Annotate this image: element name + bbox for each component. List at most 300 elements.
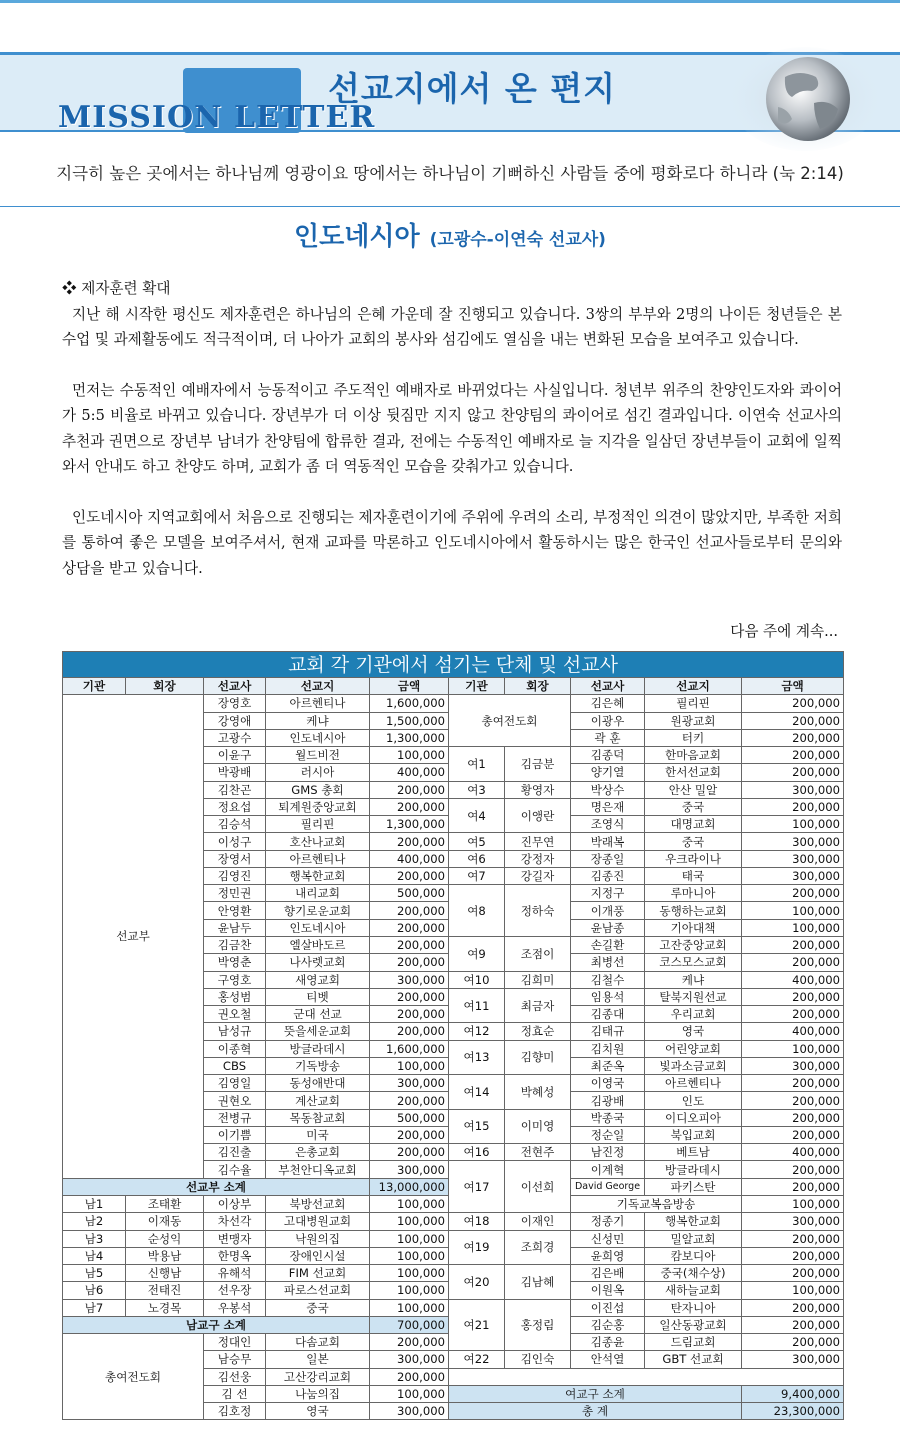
group-leader: 황영자 xyxy=(505,781,571,798)
group-leader: 이선희 xyxy=(505,1161,571,1213)
group-leader: 진무연 xyxy=(505,833,571,850)
table-cell: 100,000 xyxy=(742,816,844,833)
table-cell: 영국 xyxy=(645,1023,742,1040)
group-label: 여22 xyxy=(449,1351,505,1368)
table-cell: 고잔중앙교회 xyxy=(645,936,742,953)
table-cell: 아르헨티나 xyxy=(266,850,370,867)
group-label: 여5 xyxy=(449,833,505,850)
table-cell: 200,000 xyxy=(742,712,844,729)
page-title: 선교지에서 온 편지 xyxy=(328,69,617,108)
table-cell: 200,000 xyxy=(742,1334,844,1351)
empty-cell xyxy=(449,1368,844,1385)
table-cell: 400,000 xyxy=(370,764,449,781)
table-cell: 300,000 xyxy=(742,1351,844,1368)
table-cell: 100,000 xyxy=(370,747,449,764)
group-leader: 박혜성 xyxy=(505,1075,571,1110)
table-cell: 장영서 xyxy=(204,850,266,867)
table-cell: 새하늘교회 xyxy=(645,1282,742,1299)
table-cell: 1,500,000 xyxy=(370,712,449,729)
table-cell: 이상부 xyxy=(204,1195,266,1212)
table-cell: 200,000 xyxy=(742,1109,844,1126)
table-cell: 차선각 xyxy=(204,1213,266,1230)
table-cell: 최준옥 xyxy=(571,1057,645,1074)
table-cell: 300,000 xyxy=(370,1351,449,1368)
table-cell: 밀알교회 xyxy=(645,1230,742,1247)
group-label: 여20 xyxy=(449,1265,505,1300)
table-cell: 러시아 xyxy=(266,764,370,781)
table-cell: 중국 xyxy=(645,798,742,815)
table-cell: 북방선교회 xyxy=(266,1195,370,1212)
mission-letter-logo: MISSION LETTER xyxy=(58,100,376,135)
table-cell: 500,000 xyxy=(370,1109,449,1126)
table-cell: 조영식 xyxy=(571,816,645,833)
country-heading xyxy=(0,216,900,253)
table-cell: 200,000 xyxy=(742,1126,844,1143)
table-cell: 정요섭 xyxy=(204,798,266,815)
table-cell: 박영춘 xyxy=(204,954,266,971)
table-cell: 200,000 xyxy=(370,902,449,919)
table-cell: 200,000 xyxy=(742,747,844,764)
group-label: 여9 xyxy=(449,936,505,971)
column-header: 선교사 xyxy=(204,678,266,695)
table-row xyxy=(63,1299,844,1316)
table-cell: 100,000 xyxy=(742,919,844,936)
group-leader: 정효순 xyxy=(505,1023,571,1040)
table-cell: 파로스선교회 xyxy=(266,1282,370,1299)
table-cell: 한마음교회 xyxy=(645,747,742,764)
table-cell: 200,000 xyxy=(742,954,844,971)
table-cell: 부천안디옥교회 xyxy=(266,1161,370,1178)
table-cell: 김은배 xyxy=(571,1265,645,1282)
table-cell: 200,000 xyxy=(742,1075,844,1092)
table-cell: 전병규 xyxy=(204,1109,266,1126)
table-cell: 300,000 xyxy=(742,781,844,798)
table-cell: 100,000 xyxy=(370,1247,449,1264)
table-cell: 향기로운교회 xyxy=(266,902,370,919)
table-cell: 200,000 xyxy=(370,1006,449,1023)
table-cell: 동성애반대 xyxy=(266,1075,370,1092)
subtotal-value: 700,000 xyxy=(370,1316,449,1333)
table-cell: 200,000 xyxy=(370,867,449,884)
letter-body xyxy=(62,276,842,606)
table-cell: 일본 xyxy=(266,1351,370,1368)
table-cell: 100,000 xyxy=(370,1265,449,1282)
group-leader: 김금분 xyxy=(505,747,571,782)
group-label: 여13 xyxy=(449,1040,505,1075)
subtotal-value: 13,000,000 xyxy=(370,1178,449,1195)
globe-icon xyxy=(730,47,880,151)
table-cell: 100,000 xyxy=(742,902,844,919)
table-cell: 대명교회 xyxy=(645,816,742,833)
group-leader: 이미영 xyxy=(505,1109,571,1144)
group-label: 여16 xyxy=(449,1144,505,1161)
table-cell: 이광우 xyxy=(571,712,645,729)
table-cell: 필리핀 xyxy=(645,695,742,712)
table-cell: GBT 선교회 xyxy=(645,1351,742,1368)
table-cell: 100,000 xyxy=(370,1385,449,1402)
table-cell: 신행남 xyxy=(126,1265,204,1282)
table-cell: 노경목 xyxy=(126,1299,204,1316)
bible-verse: 지극히 높은 곳에서는 하나님께 영광이요 땅에서는 하나님이 기뻐하신 사람들 중에 평화로다 하니라 (눅 2:14) xyxy=(0,147,900,207)
table-cell: 김종덕 xyxy=(571,747,645,764)
table-cell: CBS xyxy=(204,1057,266,1074)
table-cell: 미국 xyxy=(266,1126,370,1143)
table-cell: 김영일 xyxy=(204,1075,266,1092)
column-header: 금액 xyxy=(370,678,449,695)
table-cell: 이영국 xyxy=(571,1075,645,1092)
missionary-names: (고광수-이연숙 선교사) xyxy=(429,230,606,250)
table-cell: 200,000 xyxy=(370,988,449,1005)
table-cell: 김진출 xyxy=(204,1144,266,1161)
table-cell: 변맹자 xyxy=(204,1230,266,1247)
table-cell: 200,000 xyxy=(742,988,844,1005)
column-header: 기관 xyxy=(63,678,126,695)
table-cell: 100,000 xyxy=(370,1282,449,1299)
table-cell: 200,000 xyxy=(742,695,844,712)
table-cell: 내리교회 xyxy=(266,885,370,902)
table-cell: 박상수 xyxy=(571,781,645,798)
subtotal-value: 9,400,000 xyxy=(742,1385,844,1402)
table-cell: 200,000 xyxy=(742,885,844,902)
table-cell: 김선웅 xyxy=(204,1368,266,1385)
table-cell: 인도네시아 xyxy=(266,729,370,746)
table-cell: 정민권 xyxy=(204,885,266,902)
table-cell: 안석열 xyxy=(571,1351,645,1368)
table-cell: 드림교회 xyxy=(645,1334,742,1351)
table-cell: 김은혜 xyxy=(571,695,645,712)
table-cell: 김호정 xyxy=(204,1403,266,1420)
table-cell: 김광배 xyxy=(571,1092,645,1109)
column-header: 선교지 xyxy=(266,678,370,695)
table-cell: 장애인시설 xyxy=(266,1247,370,1264)
group-leader: 김남혜 xyxy=(505,1265,571,1300)
table-cell: 구영호 xyxy=(204,971,266,988)
table-cell: 남4 xyxy=(63,1247,126,1264)
table-cell: 남2 xyxy=(63,1213,126,1230)
table-cell: 인도네시아 xyxy=(266,919,370,936)
table-cell: 나사렛교회 xyxy=(266,954,370,971)
table-cell: 임용석 xyxy=(571,988,645,1005)
table-cell: 이기쁨 xyxy=(204,1126,266,1143)
column-header: 금액 xyxy=(742,678,844,695)
table-cell: 엘살바도르 xyxy=(266,936,370,953)
table-cell: 300,000 xyxy=(742,833,844,850)
table-cell: 권오철 xyxy=(204,1006,266,1023)
table-cell: 고대병원교회 xyxy=(266,1213,370,1230)
table-cell: 윤남두 xyxy=(204,919,266,936)
table-cell: David George xyxy=(571,1178,645,1195)
table-cell: 1,300,000 xyxy=(370,816,449,833)
table-cell: 남진정 xyxy=(571,1144,645,1161)
table-cell: 1,600,000 xyxy=(370,1040,449,1057)
subtotal-label: 여교구 소계 xyxy=(449,1385,742,1402)
column-header: 회장 xyxy=(126,678,204,695)
table-cell: 뜻을세운교회 xyxy=(266,1023,370,1040)
table-cell: 고산강리교회 xyxy=(266,1368,370,1385)
table-cell: 300,000 xyxy=(370,1161,449,1178)
table-cell: 선우장 xyxy=(204,1282,266,1299)
table-cell: 200,000 xyxy=(742,764,844,781)
table-cell: 최병선 xyxy=(571,954,645,971)
group-label: 여3 xyxy=(449,781,505,798)
table-cell: 중국 xyxy=(266,1299,370,1316)
table-cell: 200,000 xyxy=(742,1316,844,1333)
table-cell: 명은재 xyxy=(571,798,645,815)
table-cell: 중국(채수상) xyxy=(645,1265,742,1282)
total-label: 총 계 xyxy=(449,1403,742,1420)
table-row xyxy=(63,695,844,712)
table-cell: 남성규 xyxy=(204,1023,266,1040)
table-cell: 코스모스교회 xyxy=(645,954,742,971)
group-label: 여19 xyxy=(449,1230,505,1265)
table-cell: 이디오피아 xyxy=(645,1109,742,1126)
table-cell: 일산동광교회 xyxy=(645,1316,742,1333)
table-cell: 유해석 xyxy=(204,1265,266,1282)
table-cell: 200,000 xyxy=(370,1368,449,1385)
table-cell: 200,000 xyxy=(370,936,449,953)
table-cell: 이윤구 xyxy=(204,747,266,764)
table-cell: 200,000 xyxy=(370,1023,449,1040)
top-accent-line xyxy=(0,0,900,3)
table-cell: 김영진 xyxy=(204,867,266,884)
table-cell: 순성익 xyxy=(126,1230,204,1247)
group-label: 총여전도회 xyxy=(63,1334,204,1420)
table-cell: 200,000 xyxy=(742,729,844,746)
table-cell: 200,000 xyxy=(370,1126,449,1143)
table-cell: 신성민 xyxy=(571,1230,645,1247)
group-label: 여14 xyxy=(449,1075,505,1110)
table-cell: 300,000 xyxy=(742,1213,844,1230)
group-label: 여21 xyxy=(449,1299,505,1351)
table-cell: 영국 xyxy=(266,1403,370,1420)
table-cell: 100,000 xyxy=(742,1282,844,1299)
table-cell: 300,000 xyxy=(742,1057,844,1074)
group-label: 여12 xyxy=(449,1023,505,1040)
table-cell: 박용남 xyxy=(126,1247,204,1264)
table-cell: 200,000 xyxy=(742,798,844,815)
table-cell: 김찬곤 xyxy=(204,781,266,798)
table-cell: 200,000 xyxy=(370,919,449,936)
table-cell: 터키 xyxy=(645,729,742,746)
table-cell: 한명옥 xyxy=(204,1247,266,1264)
table-cell: 이원옥 xyxy=(571,1282,645,1299)
table-cell: FIM 선교회 xyxy=(266,1265,370,1282)
table-cell: 곽 훈 xyxy=(571,729,645,746)
group-leader: 홍정림 xyxy=(505,1299,571,1351)
table-cell: 300,000 xyxy=(370,971,449,988)
table-cell: 이종혁 xyxy=(204,1040,266,1057)
table-cell: 100,000 xyxy=(742,1040,844,1057)
table-cell: 빛과소금교회 xyxy=(645,1057,742,1074)
group-label: 여18 xyxy=(449,1213,505,1230)
country-name: 인도네시아 xyxy=(294,222,420,252)
paragraph-1: 지난 해 시작한 평신도 제자훈련은 하나님의 은혜 가운데 잘 진행되고 있습니다. 3쌍의 부부와 2명의 나이든 청년들은 본 수업 및 과제활동에도 적극적이며, 더 나아가 교회의 봉사와 섬김에도 열심을 내는 변화된 모습을 보여주고 있습니다. xyxy=(62,305,842,348)
table-cell: 방글라데시 xyxy=(645,1161,742,1178)
table-cell: 남7 xyxy=(63,1299,126,1316)
table-cell: 200,000 xyxy=(742,1161,844,1178)
table-cell: 나눔의집 xyxy=(266,1385,370,1402)
table-cell: 방글라데시 xyxy=(266,1040,370,1057)
group-leader: 김인숙 xyxy=(505,1351,571,1368)
table-cell: 남5 xyxy=(63,1265,126,1282)
table-cell: 장영호 xyxy=(204,695,266,712)
table-cell: 장종일 xyxy=(571,850,645,867)
table-cell: 루마니아 xyxy=(645,885,742,902)
group-leader: 전현주 xyxy=(505,1144,571,1161)
group-label: 여1 xyxy=(449,747,505,782)
table-cell: 박광배 xyxy=(204,764,266,781)
table-cell: 이성구 xyxy=(204,833,266,850)
table-cell: 낙원의집 xyxy=(266,1230,370,1247)
table-cell: 김철수 xyxy=(571,971,645,988)
table-cell: 500,000 xyxy=(370,885,449,902)
table-cell: 이진섭 xyxy=(571,1299,645,1316)
table-cell: 200,000 xyxy=(370,954,449,971)
table-cell: 300,000 xyxy=(742,850,844,867)
table-cell: 200,000 xyxy=(742,1006,844,1023)
continued-note: 다음 주에 계속... xyxy=(730,623,838,640)
table-cell: 정종기 xyxy=(571,1213,645,1230)
table-cell: 남승무 xyxy=(204,1351,266,1368)
table-cell: 필리핀 xyxy=(266,816,370,833)
table-cell: 케냐 xyxy=(266,712,370,729)
table-cell: 새영교회 xyxy=(266,971,370,988)
group-leader: 이재인 xyxy=(505,1213,571,1230)
table-cell: 김태규 xyxy=(571,1023,645,1040)
table-cell: 안산 밀알 xyxy=(645,781,742,798)
table-cell: 우리교회 xyxy=(645,1006,742,1023)
table-cell: 원광교회 xyxy=(645,712,742,729)
group-leader: 조희경 xyxy=(505,1230,571,1265)
group-label: 여6 xyxy=(449,850,505,867)
table-cell: 남1 xyxy=(63,1195,126,1212)
group-label: 여10 xyxy=(449,971,505,988)
table-cell: 은총교회 xyxy=(266,1144,370,1161)
table-cell: 우봉석 xyxy=(204,1299,266,1316)
table-cell: 인도 xyxy=(645,1092,742,1109)
table-cell: 기아대책 xyxy=(645,919,742,936)
table-cell: 기독방송 xyxy=(266,1057,370,1074)
table-cell: 군대 선교 xyxy=(266,1006,370,1023)
table-cell: 박래복 xyxy=(571,833,645,850)
table-cell: 티벳 xyxy=(266,988,370,1005)
table-cell: 400,000 xyxy=(742,1023,844,1040)
table-cell: 100,000 xyxy=(742,1195,844,1212)
table-cell: 행복한교회 xyxy=(645,1213,742,1230)
table-cell: 김종대 xyxy=(571,1006,645,1023)
table-cell: 목동참교회 xyxy=(266,1109,370,1126)
table-cell: 전태진 xyxy=(126,1282,204,1299)
table-cell: 김종진 xyxy=(571,867,645,884)
group-leader: 조점이 xyxy=(505,936,571,971)
table-cell: 파키스탄 xyxy=(645,1178,742,1195)
table-cell: 캄보디아 xyxy=(645,1247,742,1264)
table-cell: 양기열 xyxy=(571,764,645,781)
paragraph-3: 인도네시아 지역교회에서 처음으로 진행되는 제자훈련이기에 주위에 우려의 소리, 부정적인 의견이 많았지만, 부족한 저희를 통하여 좋은 모델을 보여주셔서, 현재 교파를 막론하고 인도네시아에서 활동하시는 많은 한국인 선교사들로부터 문의와 상담을 받고 있습니다. xyxy=(62,508,842,577)
table-cell: 100,000 xyxy=(370,1299,449,1316)
table-cell: 200,000 xyxy=(370,833,449,850)
table-cell: 계산교회 xyxy=(266,1092,370,1109)
group-leader: 정하숙 xyxy=(505,885,571,937)
column-header: 선교사 xyxy=(571,678,645,695)
table-cell: 베트남 xyxy=(645,1144,742,1161)
table-cell: 1,300,000 xyxy=(370,729,449,746)
table-cell: 아르헨티나 xyxy=(645,1075,742,1092)
table-cell: 고광수 xyxy=(204,729,266,746)
group-leader: 최금자 xyxy=(505,988,571,1023)
group-leader: 이앵란 xyxy=(505,798,571,833)
table-cell: 200,000 xyxy=(742,1178,844,1195)
table-cell: 1,600,000 xyxy=(370,695,449,712)
group-label: 선교부 xyxy=(63,695,204,1178)
table-cell: 200,000 xyxy=(370,798,449,815)
table-row xyxy=(63,1213,844,1230)
table-title: 교회 각 기관에서 섬기는 단체 및 선교사 xyxy=(63,652,844,678)
table-cell: 김금찬 xyxy=(204,936,266,953)
table-cell: 탈북지원선교 xyxy=(645,988,742,1005)
subtotal-label: 선교부 소계 xyxy=(63,1178,370,1195)
table-cell: 아르헨티나 xyxy=(266,695,370,712)
table-cell: 100,000 xyxy=(370,1057,449,1074)
group-label: 여8 xyxy=(449,885,505,937)
table-cell: 행복한교회 xyxy=(266,867,370,884)
table-cell: 퇴계원중앙교회 xyxy=(266,798,370,815)
table-cell: 안영환 xyxy=(204,902,266,919)
column-header: 선교지 xyxy=(645,678,742,695)
table-cell: 정순일 xyxy=(571,1126,645,1143)
table-cell: 100,000 xyxy=(370,1213,449,1230)
table-cell: 김 선 xyxy=(204,1385,266,1402)
table-cell: 강영애 xyxy=(204,712,266,729)
table-cell: 200,000 xyxy=(742,936,844,953)
table-cell: GMS 총회 xyxy=(266,781,370,798)
table-cell: 김치원 xyxy=(571,1040,645,1057)
table-cell: 중국 xyxy=(645,833,742,850)
group-label: 여7 xyxy=(449,867,505,884)
table-cell: 윤희영 xyxy=(571,1247,645,1264)
group-label: 총여전도회 xyxy=(449,695,571,747)
subtotal-label: 남교구 소계 xyxy=(63,1316,370,1333)
table-cell: 탄자니아 xyxy=(645,1299,742,1316)
table-cell: 200,000 xyxy=(742,1092,844,1109)
donation-table xyxy=(62,651,844,1420)
table-cell: 정대인 xyxy=(204,1334,266,1351)
table-cell: 김승석 xyxy=(204,816,266,833)
table-cell: 이재동 xyxy=(126,1213,204,1230)
table-cell: 400,000 xyxy=(742,1144,844,1161)
table-cell: 어린양교회 xyxy=(645,1040,742,1057)
table-cell: 남6 xyxy=(63,1282,126,1299)
table-cell: 200,000 xyxy=(370,781,449,798)
table-cell: 손길환 xyxy=(571,936,645,953)
table-cell: 김순홍 xyxy=(571,1316,645,1333)
table-cell: 한서선교회 xyxy=(645,764,742,781)
table-cell: 호산나교회 xyxy=(266,833,370,850)
group-label: 여15 xyxy=(449,1109,505,1144)
table-row xyxy=(63,1230,844,1247)
table-cell: 권현오 xyxy=(204,1092,266,1109)
table-cell: 케냐 xyxy=(645,971,742,988)
table-cell: 200,000 xyxy=(742,1230,844,1247)
table-cell: 김종윤 xyxy=(571,1334,645,1351)
table-cell: 200,000 xyxy=(742,1299,844,1316)
table-cell: 200,000 xyxy=(370,1092,449,1109)
table-cell: 홍성범 xyxy=(204,988,266,1005)
table-cell: 200,000 xyxy=(742,1247,844,1264)
group-leader: 강정자 xyxy=(505,850,571,867)
table-cell: 200,000 xyxy=(742,1265,844,1282)
table-cell: 400,000 xyxy=(742,971,844,988)
